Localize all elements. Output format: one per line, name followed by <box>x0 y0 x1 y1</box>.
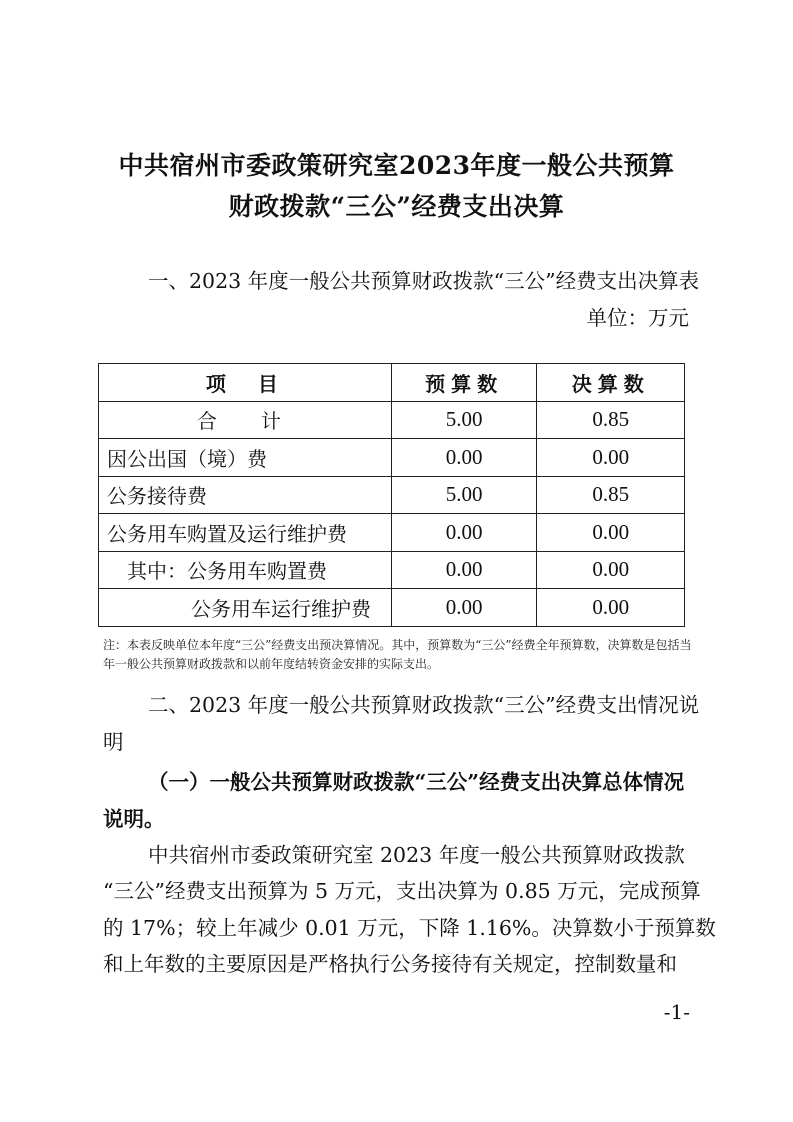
paragraph-line: 和上年数的主要原因是严格执行公务接待有关规定，控制数量和 <box>103 952 677 976</box>
table-row <box>99 476 685 514</box>
table-note: 注：本表反映单位本年度“三公”经费支出预决算情况。其中，预算数为“三公”经费全年预算数，决算数是包括当年一般公共预算财政拨款和以前年度结转资金安排的实际支出。 <box>103 638 692 671</box>
row-final: 0.85 <box>537 476 685 514</box>
table-row <box>99 551 685 589</box>
section1-heading: 一、2023 年度一般公共预算财政拨款“三公”经费支出决算表 <box>148 269 700 293</box>
unit-label: 单位：万元 <box>586 306 689 330</box>
header-budget: 预算数 <box>391 364 537 402</box>
row-budget: 5.00 <box>391 476 537 514</box>
row-budget: 0.00 <box>391 589 537 627</box>
row-final: 0.00 <box>537 439 685 477</box>
row-final: 0.00 <box>537 514 685 552</box>
row-final: 0.00 <box>537 589 685 627</box>
row-label: 公务用车购置及运行维护费 <box>99 514 392 552</box>
table-row <box>99 401 685 439</box>
row-budget: 0.00 <box>391 514 537 552</box>
row-budget: 5.00 <box>391 401 537 439</box>
row-final: 0.85 <box>537 401 685 439</box>
document-title-line2: 财政拨款“三公”经费支出决算 <box>228 192 565 221</box>
row-label-total: 合 计 <box>99 401 392 439</box>
paragraph-line: 的 17%；较上年减少 0.01 万元，下降 1.16%。决算数小于预算数 <box>103 916 716 940</box>
table-row <box>99 439 685 477</box>
paragraph-line: “三公”经费支出预算为 5 万元，支出决算为 0.85 万元，完成预算 <box>103 879 701 903</box>
row-label: 其中：公务用车购置费 <box>99 551 392 589</box>
section2-heading-line2: 明 <box>103 730 124 754</box>
expense-table <box>98 363 685 627</box>
row-budget: 0.00 <box>391 439 537 477</box>
page-number: -1- <box>663 1000 690 1024</box>
table-row <box>99 589 685 627</box>
document-title-line1: 中共宿州市委政策研究室2023年度一般公共预算 <box>118 151 675 180</box>
row-label: 公务接待费 <box>99 476 392 514</box>
row-label: 因公出国（境）费 <box>99 439 392 477</box>
table-header-row <box>99 364 685 402</box>
header-final: 决算数 <box>537 364 685 402</box>
row-label: 公务用车运行维护费 <box>99 589 392 627</box>
paragraph-line: 中共宿州市委政策研究室 2023 年度一般公共预算财政拨款 <box>148 843 685 867</box>
table-row <box>99 514 685 552</box>
subsection1-heading-line1: （一）一般公共预算财政拨款“三公”经费支出决算总体情况 <box>148 770 685 794</box>
row-final: 0.00 <box>537 551 685 589</box>
section2-heading-line1: 二、2023 年度一般公共预算财政拨款“三公”经费支出情况说 <box>148 693 700 717</box>
row-budget: 0.00 <box>391 551 537 589</box>
subsection1-heading-line2: 说明。 <box>103 807 165 831</box>
header-item: 项 目 <box>99 364 392 402</box>
